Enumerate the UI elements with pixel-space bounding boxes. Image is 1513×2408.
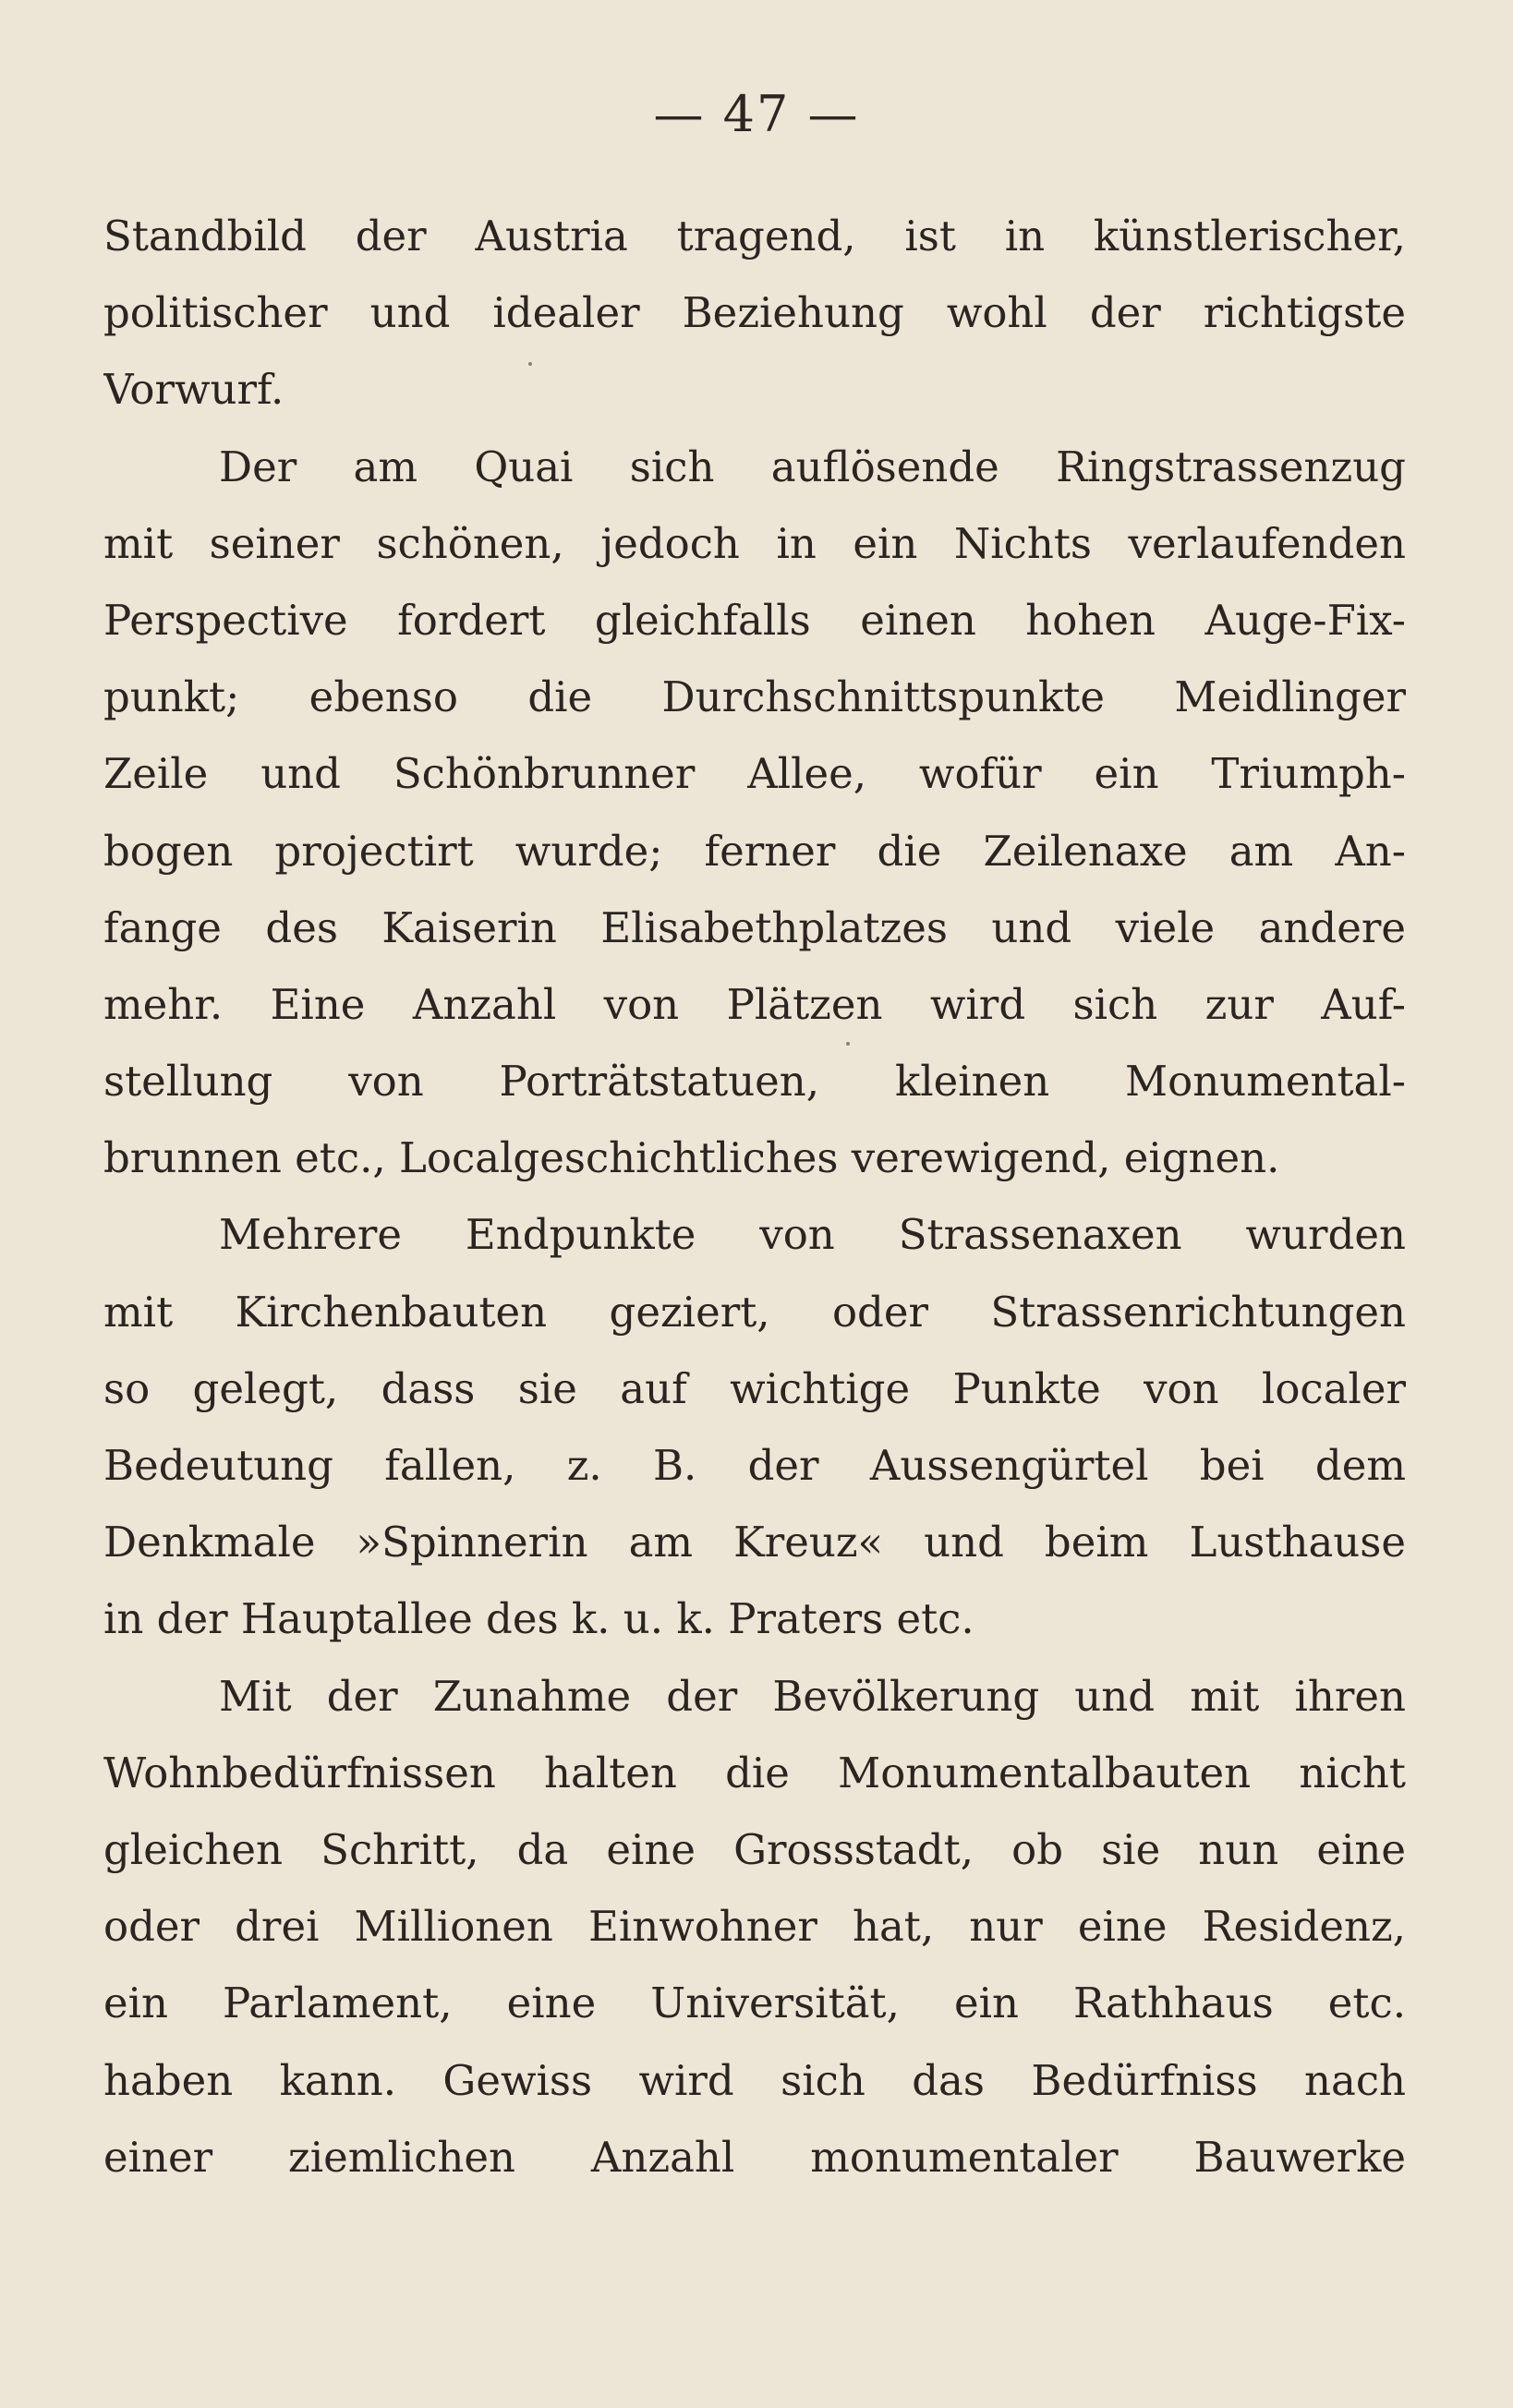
page-number: — 47 — (653, 85, 860, 143)
text-line: stellung von Porträtstatuen, kleinen Monumental- (103, 1057, 1406, 1107)
text-line: Standbild der Austria tragend, ist in künstlerischer, (103, 212, 1406, 260)
body-text (103, 208, 1406, 2206)
text-line: mehr. Eine Anzahl von Plätzen wird sich zur Auf- (103, 979, 1406, 1029)
text-line: Der am Quai sich auflösende Ringstrassenzug (219, 442, 1406, 491)
text-line: mit seiner schönen, jedoch in ein Nichts verlaufenden (103, 518, 1406, 568)
text-line: bogen projectirt wurde; ferner die Zeilenaxe am An- (103, 826, 1406, 876)
print-speck (528, 362, 532, 366)
text-line: politischer und idealer Beziehung wohl der richtigste (103, 288, 1406, 338)
text-line: oder drei Millionen Einwohner hat, nur eine Residenz, (103, 1902, 1406, 1952)
text-line: Bedeutung fallen, z. B. der Aussengürtel bei dem (103, 1441, 1406, 1490)
text-line: gleichen Schritt, da eine Grossstadt, ob sie nun eine (103, 1824, 1406, 1874)
text-line: brunnen etc., Localgeschichtliches verewigend, eignen. (103, 1133, 1280, 1183)
text-line: so gelegt, dass sie auf wichtige Punkte von localer (103, 1363, 1406, 1413)
text-line: einer ziemlichen Anzahl monumentaler Bauwerke (103, 2132, 1406, 2182)
text-line: Wohnbedürfnissen halten die Monumentalbauten nicht (103, 1748, 1406, 1797)
text-line: in der Hauptallee des k. u. k. Praters etc. (103, 1594, 974, 1644)
print-speck (846, 1042, 850, 1046)
text-line: punkt; ebenso die Durchschnittspunkte Meidlinger (103, 672, 1406, 722)
text-line: fange des Kaiserin Elisabethplatzes und viele andere (103, 902, 1406, 952)
text-line: Mehrere Endpunkte von Strassenaxen wurden (219, 1210, 1406, 1260)
text-line: Perspective fordert gleichfalls einen hohen Auge-Fix- (103, 595, 1406, 645)
text-line: ein Parlament, eine Universität, ein Rathhaus etc. (103, 1978, 1406, 2028)
text-line: Vorwurf. (103, 365, 284, 415)
text-line: haben kann. Gewiss wird sich das Bedürfniss nach (103, 2055, 1406, 2105)
text-line: Denkmale »Spinnerin am Kreuz« und beim Lusthause (103, 1518, 1406, 1567)
text-line: Zeile und Schönbrunner Allee, wofür ein Triumph- (103, 749, 1406, 799)
text-line: mit Kirchenbauten geziert, oder Strassenrichtungen (103, 1287, 1406, 1337)
text-line: Mit der Zunahme der Bevölkerung und mit ihren (219, 1671, 1406, 1721)
